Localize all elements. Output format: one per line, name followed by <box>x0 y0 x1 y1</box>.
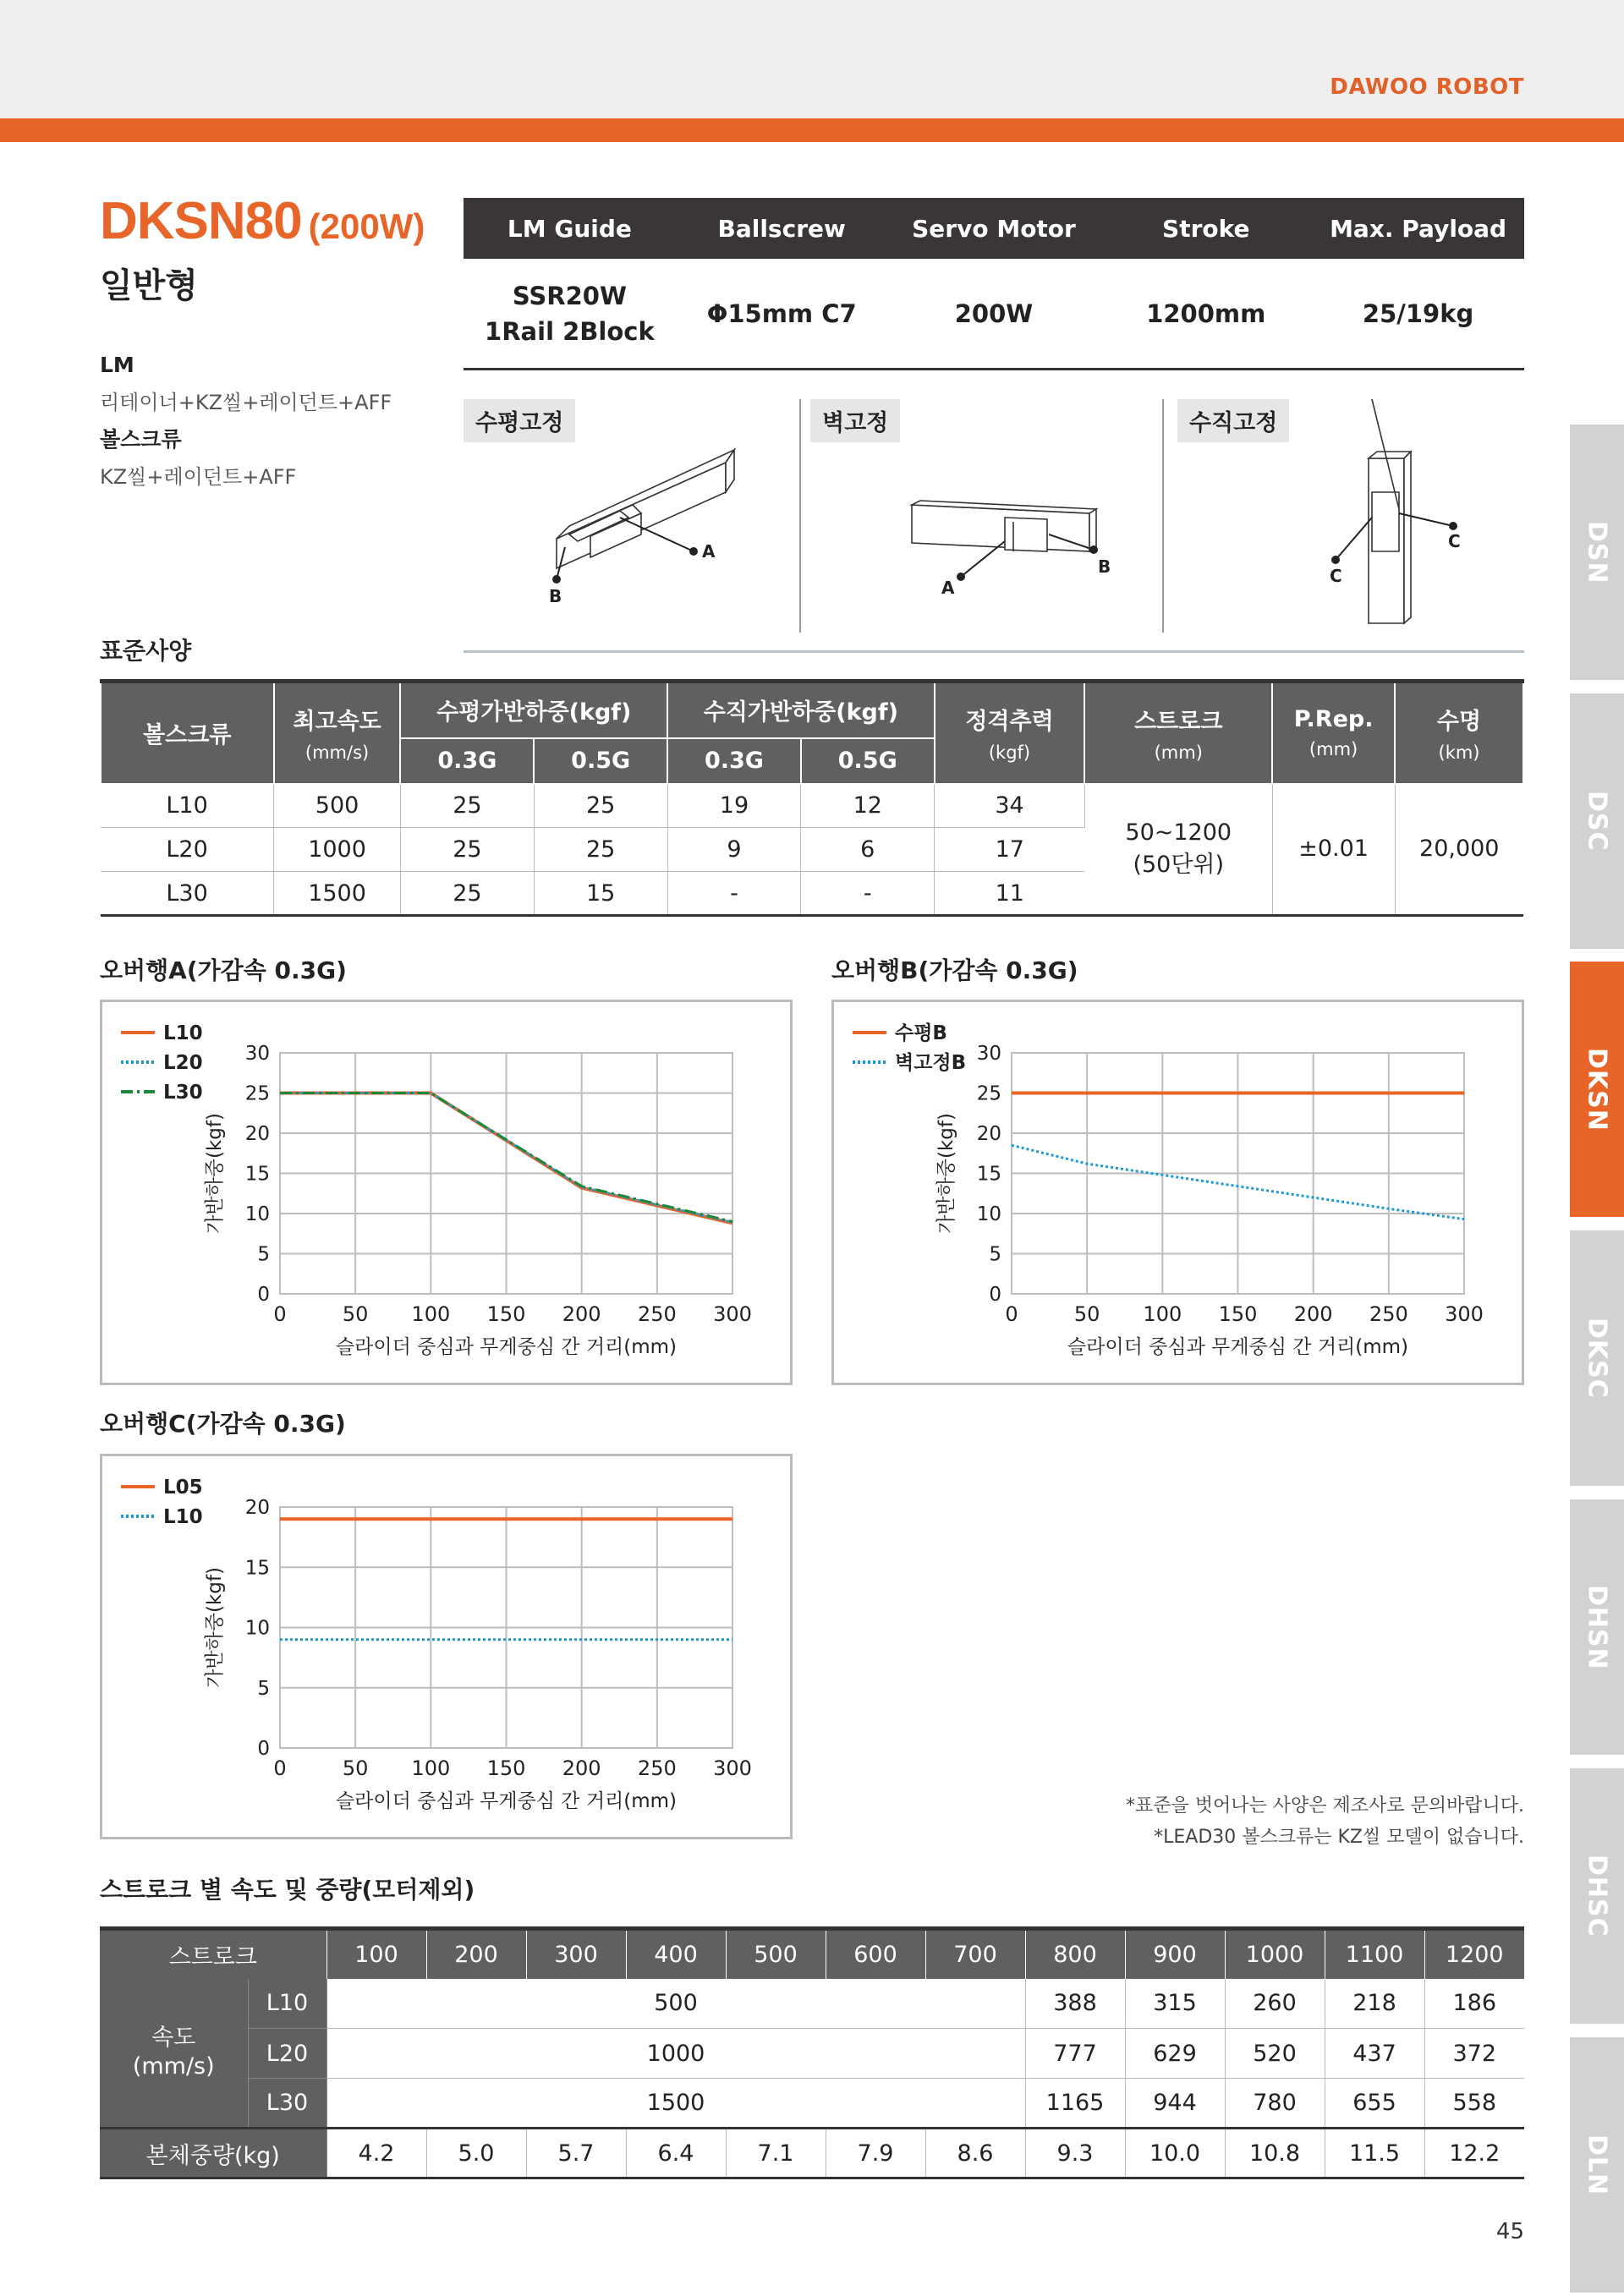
legend-label: L10 <box>163 1022 203 1044</box>
x-tick-label: 150 <box>486 1756 526 1780</box>
overhang-b-title: 오버행B(가감속 0.3G) <box>831 956 1078 984</box>
model-name: DKSN80 <box>100 192 302 250</box>
chart-svg <box>102 1456 790 1837</box>
th-vertical-load: 수직가반하중(kgf) <box>667 682 935 738</box>
spec-value-cell: SSR20W 1Rail 2Block <box>485 281 655 346</box>
x-tick-label: 50 <box>342 1302 369 1326</box>
y-tick-label: 30 <box>244 1043 270 1065</box>
mount-horizontal <box>464 399 798 634</box>
ballscrew-note-text: KZ씰+레이던트+AFF <box>100 465 297 489</box>
overhang-b-chart <box>831 1000 1524 1385</box>
legend-label: 벽고정B <box>895 1052 967 1074</box>
mount-bottom-rule <box>464 650 1524 653</box>
table-row: L10 500 25 25 19 12 34 50~1200 (50단위) ±0.01 20,000 <box>101 784 1523 828</box>
x-tick-label: 200 <box>562 1756 601 1780</box>
spec-header-cell: Ballscrew <box>717 214 846 243</box>
x-axis-label: 슬라이더 중심과 무게중심 간 거리(mm) <box>335 1790 678 1812</box>
y-tick-label: 5 <box>989 1243 1001 1266</box>
y-tick-label: 0 <box>989 1284 1001 1306</box>
weight-label: 본체중량(kg) <box>100 2129 326 2178</box>
y-tick-label: 0 <box>257 1738 270 1760</box>
position-repeatability: ±0.01 <box>1272 784 1395 916</box>
x-tick-label: 150 <box>1218 1302 1258 1326</box>
y-tick-label: 25 <box>976 1082 1001 1105</box>
brand-name: DAWOO ROBOT <box>1330 74 1524 100</box>
y-tick-label: 20 <box>244 1123 270 1145</box>
y-axis-label: 가반하중(kgf) <box>204 1113 226 1234</box>
ballscrew-note-title: 볼스크류 <box>100 427 182 452</box>
y-tick-label: 15 <box>244 1557 270 1580</box>
th-g: 0.5G <box>801 738 935 784</box>
point-label: A <box>702 541 716 562</box>
spec-header-cell: Servo Motor <box>912 214 1076 243</box>
mount-divider <box>1162 399 1164 633</box>
y-tick-label: 20 <box>244 1497 270 1519</box>
x-tick-label: 150 <box>486 1302 526 1326</box>
th-life: 수명 (km) <box>1395 682 1523 784</box>
model-power: (200W) <box>308 206 425 246</box>
table-row: 속도 (mm/s) L10 500 388 315 260 218 186 <box>100 1979 1524 2029</box>
y-axis-label: 가반하중(kgf) <box>204 1567 226 1688</box>
legend-label: L05 <box>163 1477 203 1499</box>
weight-row: 본체중량(kg) 4.2 5.0 5.7 6.4 7.1 7.9 8.6 9.3 10.0 10.8 11.5 12.2 <box>100 2129 1524 2178</box>
lm-note-title: LM <box>100 353 134 377</box>
th-stroke: 스트로크 (mm) <box>1084 682 1272 784</box>
th-speed: 최고속도 (mm/s) <box>274 682 401 784</box>
point-label: B <box>549 586 562 606</box>
speed-table-title: 스트로크 별 속도 및 중량(모터제외) <box>100 1876 475 1904</box>
lm-note-text: 리테이너+KZ씰+레이던트+AFF <box>100 391 392 414</box>
y-tick-label: 10 <box>244 1617 270 1640</box>
spec-value-cell: 200W <box>954 299 1034 328</box>
spec-header-cell: LM Guide <box>507 214 632 243</box>
life-km: 20,000 <box>1395 784 1523 916</box>
seal-notes <box>100 347 455 496</box>
tab-dsn[interactable]: DSN <box>1570 425 1624 680</box>
x-tick-label: 100 <box>1143 1302 1182 1326</box>
x-tick-label: 250 <box>637 1756 677 1780</box>
th-horizontal-load: 수평가반하중(kgf) <box>400 682 667 738</box>
y-axis-label: 가반하중(kgf) <box>935 1113 957 1234</box>
legend-label: L30 <box>163 1082 203 1104</box>
stroke-range: 50~1200 (50단위) <box>1084 784 1272 916</box>
speed-label: 속도 (mm/s) <box>100 1979 248 2129</box>
chart-svg <box>102 1002 790 1383</box>
x-tick-label: 50 <box>1073 1302 1100 1326</box>
x-tick-label: 0 <box>1005 1302 1018 1326</box>
y-tick-label: 10 <box>976 1203 1001 1225</box>
mount-label: 수평고정 <box>464 399 575 442</box>
standard-spec-title: 표준사양 <box>100 637 192 665</box>
tab-dhsc[interactable]: DHSC <box>1570 1768 1624 2024</box>
spec-header-cell: Max. Payload <box>1330 214 1507 243</box>
x-tick-label: 100 <box>411 1756 451 1780</box>
tab-dksn[interactable]: DKSN <box>1570 962 1624 1217</box>
mount-divider <box>799 399 801 633</box>
x-tick-label: 300 <box>713 1756 752 1780</box>
stroke-header-row: 스트로크 100 200 300 400 500 600 700 800 900 1000 1100 1200 <box>100 1929 1524 1979</box>
y-tick-label: 5 <box>257 1677 270 1700</box>
mount-label: 수직고정 <box>1177 399 1289 442</box>
spec-values <box>464 259 1524 370</box>
y-tick-label: 15 <box>976 1163 1001 1186</box>
x-tick-label: 250 <box>637 1302 677 1326</box>
tab-dln[interactable]: DLN <box>1570 2037 1624 2293</box>
table-row: L20 1000 777 629 520 437 372 <box>100 2029 1524 2079</box>
header-band <box>0 0 1624 118</box>
y-tick-label: 30 <box>976 1043 1001 1065</box>
th-ballscrew: 볼스크류 <box>101 682 274 784</box>
th-g: 0.5G <box>534 738 667 784</box>
point-label: C <box>1330 566 1342 586</box>
x-tick-label: 0 <box>273 1756 287 1780</box>
spec-value-cell: 25/19kg <box>1362 299 1474 328</box>
product-title <box>100 191 425 251</box>
th-g: 0.3G <box>667 738 801 784</box>
legend-label: L20 <box>163 1052 203 1074</box>
x-axis-label: 슬라이더 중심과 무게중심 간 거리(mm) <box>1067 1336 1409 1358</box>
overhang-a-title: 오버행A(가감속 0.3G) <box>100 956 347 984</box>
x-tick-label: 50 <box>342 1756 369 1780</box>
x-tick-label: 200 <box>562 1302 601 1326</box>
mount-wall <box>810 399 1162 634</box>
x-tick-label: 200 <box>1293 1302 1333 1326</box>
th-thrust: 정격추력 (kgf) <box>935 682 1085 784</box>
footnote: *LEAD30 볼스크류는 KZ씰 모델이 없습니다. <box>1154 1827 1524 1848</box>
point-label: A <box>941 578 955 598</box>
spec-value-cell: 1200mm <box>1146 299 1266 328</box>
x-tick-label: 300 <box>1445 1302 1484 1326</box>
tab-dsc[interactable]: DSC <box>1570 693 1624 949</box>
table-row: L30 1500 1165 944 780 655 558 <box>100 2079 1524 2129</box>
speed-weight-table <box>100 1926 1524 2179</box>
stroke-label: 스트로크 <box>100 1929 326 1979</box>
tab-dksc[interactable]: DKSC <box>1570 1230 1624 1486</box>
overhang-c-chart <box>100 1454 793 1839</box>
spec-header <box>464 198 1524 259</box>
y-tick-label: 15 <box>244 1163 270 1186</box>
tab-dhsn[interactable]: DHSN <box>1570 1499 1624 1755</box>
page-number: 45 <box>1495 2219 1524 2244</box>
spec-value-cell: Φ15mm C7 <box>706 299 857 328</box>
spec-header-cell: Stroke <box>1162 214 1250 243</box>
chart-svg <box>834 1002 1522 1383</box>
y-tick-label: 5 <box>257 1243 270 1266</box>
y-tick-label: 20 <box>976 1123 1001 1145</box>
product-type: 일반형 <box>100 266 198 305</box>
standard-spec-table <box>100 679 1524 917</box>
th-g: 0.3G <box>400 738 534 784</box>
th-prep: P.Rep. (mm) <box>1272 682 1395 784</box>
table-row: L30 1500 25 15 - - 11 <box>101 872 1523 916</box>
header-accent-bar <box>0 118 1624 142</box>
legend-label: L10 <box>163 1506 203 1528</box>
x-tick-label: 0 <box>273 1302 287 1326</box>
overhang-c-title: 오버행C(가감속 0.3G) <box>100 1410 346 1438</box>
x-tick-label: 300 <box>713 1302 752 1326</box>
table-row: L20 1000 25 25 9 6 17 <box>101 828 1523 872</box>
x-axis-label: 슬라이더 중심과 무게중심 간 거리(mm) <box>335 1336 678 1358</box>
y-tick-label: 10 <box>244 1203 270 1225</box>
y-tick-label: 0 <box>257 1284 270 1306</box>
point-label: B <box>1098 556 1111 577</box>
footnote: *표준을 벗어나는 사양은 제조사로 문의바랍니다. <box>1125 1795 1524 1817</box>
legend-label: 수평B <box>895 1022 947 1044</box>
mount-label: 벽고정 <box>810 399 900 442</box>
x-tick-label: 100 <box>411 1302 451 1326</box>
x-tick-label: 250 <box>1369 1302 1408 1326</box>
y-tick-label: 25 <box>244 1082 270 1105</box>
overhang-a-chart <box>100 1000 793 1385</box>
point-label: C <box>1448 531 1461 551</box>
mount-vertical <box>1177 399 1524 634</box>
